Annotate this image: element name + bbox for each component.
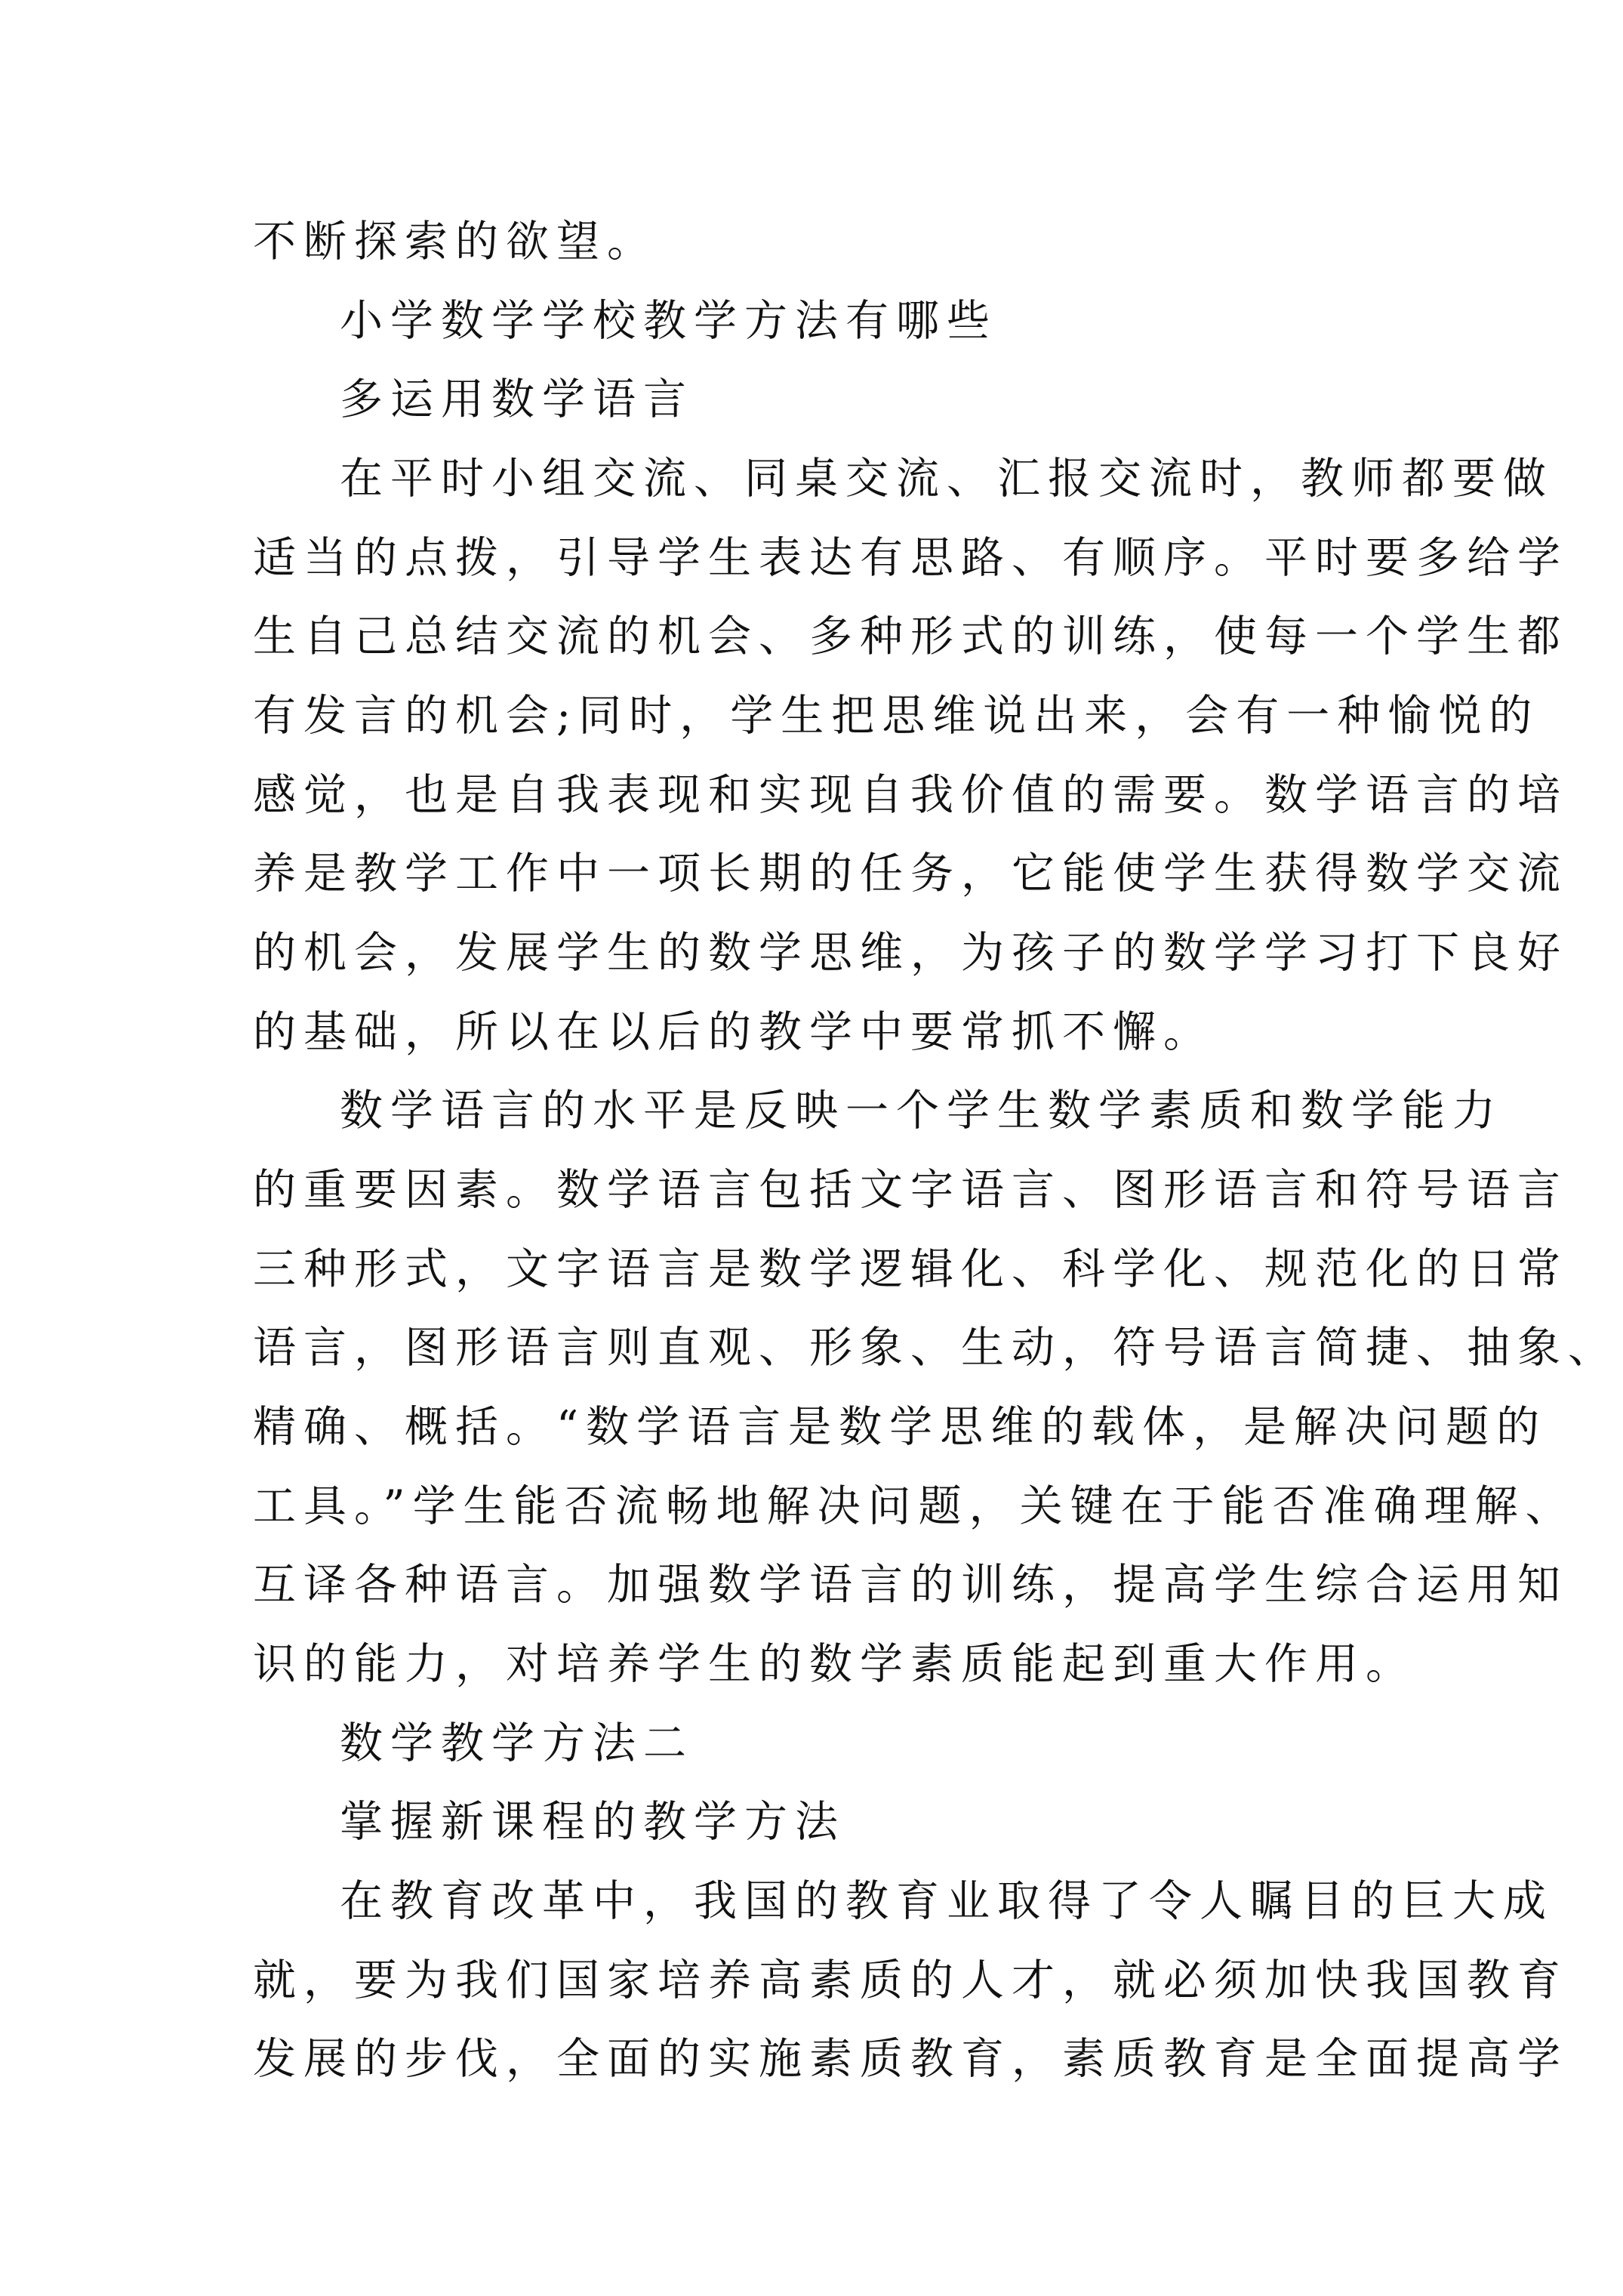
section-heading: 数学教学方法二 <box>340 1718 694 1768</box>
paragraph-line: 发展的步伐，全面的实施素质教育，素质教育是全面提高学 <box>253 2034 1568 2084</box>
paragraph-line: 有发言的机会;同时，学生把思维说出来，会有一种愉悦的 <box>253 691 1540 741</box>
paragraph-line: 在教育改革中，我国的教育业取得了令人瞩目的巨大成 <box>340 1876 1554 1926</box>
paragraph-line: 就，要为我们国家培养高素质的人才，就必须加快我国教育 <box>253 1955 1568 2005</box>
paragraph-line: 养是教学工作中一项长期的任务，它能使学生获得数学交流 <box>253 849 1568 898</box>
paragraph-line: 精确、概括。“数学语言是数学思维的载体，是解决问题的 <box>253 1402 1548 1452</box>
paragraph-line: 识的能力，对培养学生的数学素质能起到重大作用。 <box>253 1639 1416 1689</box>
paragraph-line: 适当的点拨，引导学生表达有思路、有顺序。平时要多给学 <box>253 533 1568 583</box>
paragraph-line: 的机会，发展学生的数学思维，为孩子的数学学习打下良好 <box>253 928 1568 978</box>
paragraph-line: 三种形式，文字语言是数学逻辑化、科学化、规范化的日常 <box>253 1244 1568 1294</box>
paragraph-line: 工具。”学生能否流畅地解决问题，关键在于能否准确理解、 <box>253 1481 1576 1531</box>
paragraph-line: 感觉，也是自我表现和实现自我价值的需要。数学语言的培 <box>253 770 1568 820</box>
paragraph-line: 的基础，所以在以后的教学中要常抓不懈。 <box>253 1007 1214 1057</box>
subsection-heading: 掌握新课程的教学方法 <box>340 1797 845 1847</box>
paragraph-line: 在平时小组交流、同桌交流、汇报交流时，教师都要做 <box>340 454 1554 504</box>
paragraph-line: 互译各种语言。加强数学语言的训练，提高学生综合运用知 <box>253 1560 1568 1610</box>
paragraph-line: 的重要因素。数学语言包括文字语言、图形语言和符号语言 <box>253 1165 1568 1215</box>
paragraph-line: 数学语言的水平是反映一个学生数学素质和数学能力 <box>340 1086 1503 1136</box>
section-heading: 小学数学学校教学方法有哪些 <box>340 296 997 346</box>
text-line-1: 不断探索的欲望。 <box>253 217 658 267</box>
paragraph-line: 语言，图形语言则直观、形象、生动，符号语言简捷、抽象、 <box>253 1323 1618 1373</box>
paragraph-line: 生自己总结交流的机会、多种形式的训练，使每一个学生都 <box>253 612 1568 661</box>
subsection-heading: 多运用数学语言 <box>340 374 694 424</box>
